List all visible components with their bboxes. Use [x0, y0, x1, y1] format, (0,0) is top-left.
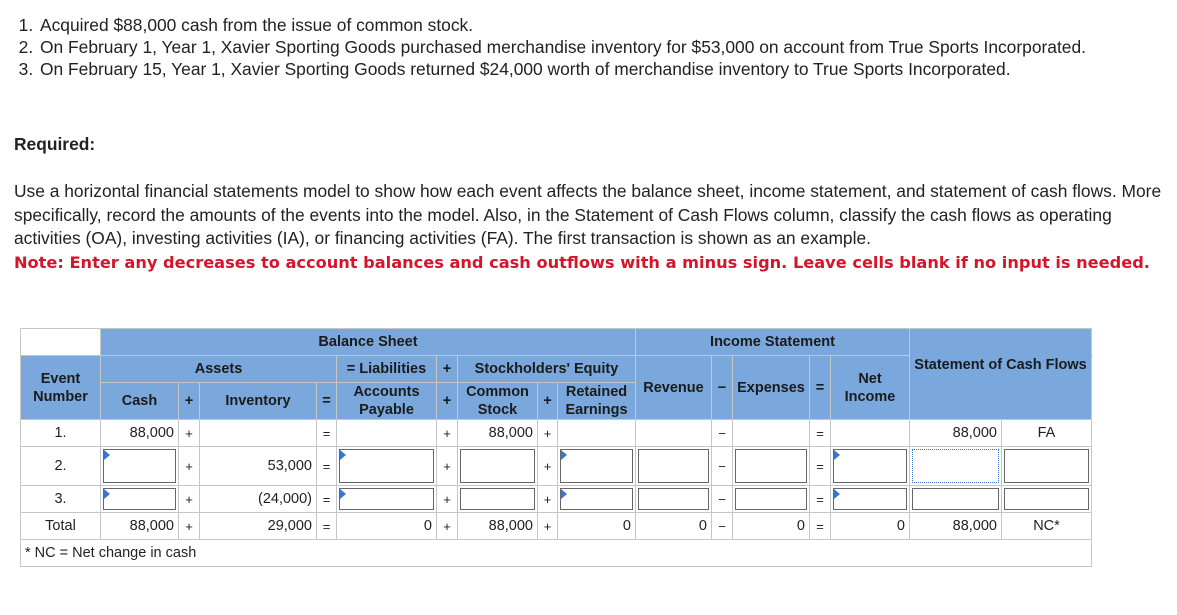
eq-op: =	[810, 513, 831, 540]
r1-revenue	[636, 420, 712, 447]
plus-op: +	[437, 420, 458, 447]
event-number-header: Event Number	[21, 356, 101, 420]
event-1-label: 1.	[21, 420, 101, 447]
r2-cf-amount-input[interactable]	[910, 447, 1002, 486]
r2-cf-class-input[interactable]	[1002, 447, 1092, 486]
retained-earnings-header: Retained Earnings	[558, 383, 636, 420]
r1-cash: 88,000	[101, 420, 179, 447]
assets-header: Assets	[101, 356, 337, 383]
plus-op: +	[538, 420, 558, 447]
cash-header: Cash	[101, 383, 179, 420]
plus-op: +	[179, 420, 200, 447]
eq-op: =	[317, 486, 337, 513]
minus-op: −	[712, 356, 733, 420]
total-cf-amount: 88,000	[910, 513, 1002, 540]
plus-op: +	[538, 447, 558, 486]
event-2-text: 2. On February 1, Year 1, Xavier Sporting Goods purchased merchandise inventory for $53,000 on account from True Sports Incorporated.	[38, 36, 1174, 58]
r3-revenue-input[interactable]	[636, 486, 712, 513]
total-revenue: 0	[636, 513, 712, 540]
accounts-payable-header: Accounts Payable	[337, 383, 437, 420]
r1-net-income	[831, 420, 910, 447]
expenses-header: Expenses	[733, 356, 810, 420]
eq-op: =	[810, 447, 831, 486]
r3-accounts-payable-input[interactable]	[337, 486, 437, 513]
r2-accounts-payable-input[interactable]	[337, 447, 437, 486]
common-stock-header: Common Stock	[458, 383, 538, 420]
minus-op: −	[712, 486, 733, 513]
minus-op: −	[712, 513, 733, 540]
plus-op: +	[437, 447, 458, 486]
total-accounts-payable: 0	[337, 513, 437, 540]
eq-op: =	[317, 513, 337, 540]
plus-op: +	[538, 486, 558, 513]
r1-expenses	[733, 420, 810, 447]
r3-net-income-input[interactable]	[831, 486, 910, 513]
r3-common-stock-input[interactable]	[458, 486, 538, 513]
event-3-text: 3. On February 15, Year 1, Xavier Sporting Goods returned $24,000 worth of merchandise inventory to True Sports Incorporated.	[38, 58, 1174, 80]
r2-retained-earnings-input[interactable]	[558, 447, 636, 486]
eq-op: =	[317, 447, 337, 486]
required-label: Required:	[14, 134, 96, 154]
plus-op: +	[179, 486, 200, 513]
net-income-header: Net Income	[831, 356, 910, 420]
cash-flows-header: Statement of Cash Flows	[910, 356, 1092, 420]
instructions-text: Use a horizontal financial statements model to show how each event affects the balance sheet, income statement, and statement of cash flows. More specifically, record the amounts of the events into the model. Also, in the Statement of Cash Flows column, classify the cash flows as operating activities (OA), investing activities (IA), or financing activities (FA). The first transaction is shown as an example.	[14, 181, 1162, 248]
total-cf-class: NC*	[1002, 513, 1092, 540]
r3-retained-earnings-input[interactable]	[558, 486, 636, 513]
r3-cf-class-input[interactable]	[1002, 486, 1092, 513]
instructions	[14, 180, 1174, 274]
eq-op: =	[317, 383, 337, 420]
plus-op: +	[437, 356, 458, 383]
r2-expenses-input[interactable]	[733, 447, 810, 486]
r2-cash-input[interactable]	[101, 447, 179, 486]
r3-cash-input[interactable]	[101, 486, 179, 513]
r1-cf-class: FA	[1002, 420, 1092, 447]
eq-op: =	[810, 486, 831, 513]
r3-inventory: (24,000)	[200, 486, 317, 513]
event-2-label: 2.	[21, 447, 101, 486]
note-text: Note: Enter any decreases to account balances and cash outflows with a minus sign. Leave cells blank if no input is needed.	[14, 252, 1150, 272]
footnote: * NC = Net change in cash	[21, 540, 1092, 567]
r2-net-income-input[interactable]	[831, 447, 910, 486]
inventory-header: Inventory	[200, 383, 317, 420]
plus-op: +	[437, 513, 458, 540]
plus-op: +	[538, 513, 558, 540]
plus-op: +	[179, 383, 200, 420]
r1-common-stock: 88,000	[458, 420, 538, 447]
r1-cf-amount: 88,000	[910, 420, 1002, 447]
r2-revenue-input[interactable]	[636, 447, 712, 486]
minus-op: −	[712, 447, 733, 486]
total-cash: 88,000	[101, 513, 179, 540]
r2-inventory: 53,000	[200, 447, 317, 486]
eq-op: =	[810, 356, 831, 420]
r1-retained-earnings	[558, 420, 636, 447]
plus-op: +	[437, 383, 458, 420]
r1-accounts-payable	[337, 420, 437, 447]
r3-cf-amount-input[interactable]	[910, 486, 1002, 513]
plus-op: +	[538, 383, 558, 420]
revenue-header: Revenue	[636, 356, 712, 420]
total-net-income: 0	[831, 513, 910, 540]
event-1-text: 1. Acquired $88,000 cash from the issue of common stock.	[38, 14, 1174, 36]
event-3-label: 3.	[21, 486, 101, 513]
income-statement-header: Income Statement	[636, 329, 910, 356]
eq-op: =	[810, 420, 831, 447]
financial-statements-model	[20, 328, 1092, 567]
liabilities-header: Liabilities	[359, 361, 427, 377]
plus-op: +	[437, 486, 458, 513]
balance-sheet-header: Balance Sheet	[101, 329, 636, 356]
plus-op: +	[179, 513, 200, 540]
eq-op: = Liabilities	[337, 356, 437, 383]
r3-expenses-input[interactable]	[733, 486, 810, 513]
eq-op: =	[317, 420, 337, 447]
minus-op: −	[712, 420, 733, 447]
stockholders-equity-header: Stockholders' Equity	[458, 356, 636, 383]
plus-op: +	[179, 447, 200, 486]
r2-common-stock-input[interactable]	[458, 447, 538, 486]
total-inventory: 29,000	[200, 513, 317, 540]
total-expenses: 0	[733, 513, 810, 540]
total-label: Total	[21, 513, 101, 540]
events-list	[14, 14, 1174, 80]
total-retained-earnings: 0	[558, 513, 636, 540]
r1-inventory	[200, 420, 317, 447]
total-common-stock: 88,000	[458, 513, 538, 540]
